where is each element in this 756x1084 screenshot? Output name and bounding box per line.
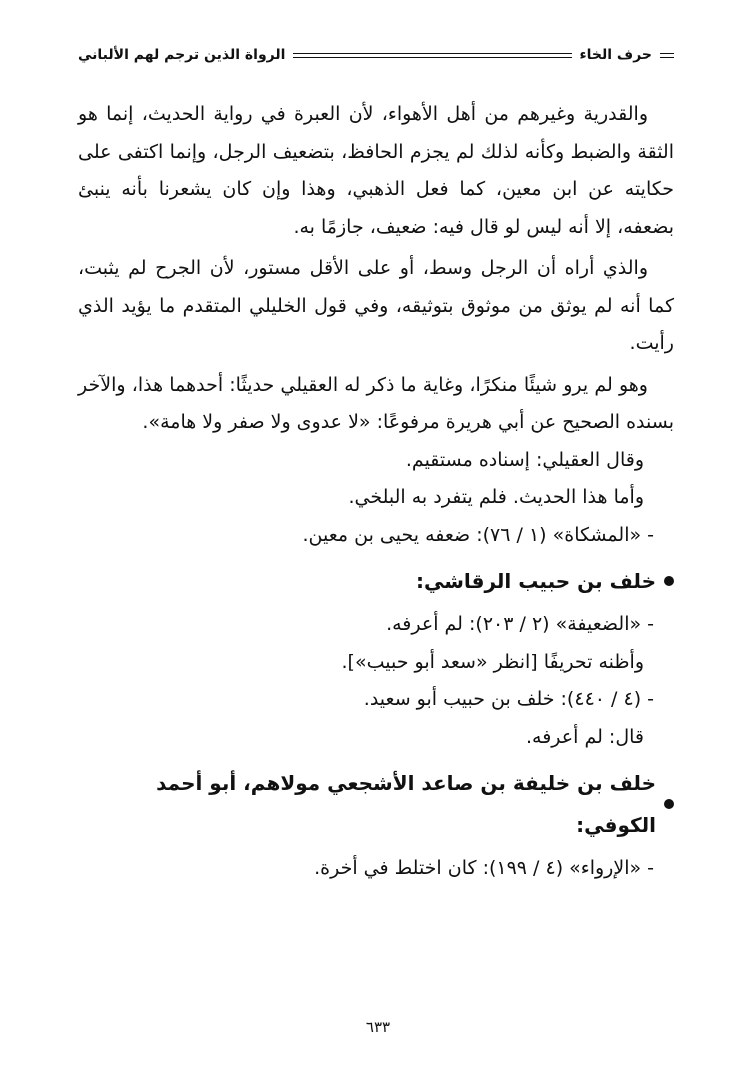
book-title: الرواة الذين ترجم لهم الألباني	[78, 47, 286, 63]
header-rule	[293, 53, 571, 58]
narrator-name: خلف بن حبيب الرقاشي:	[415, 569, 656, 593]
citation-line: - «المشكاة» (١ / ٧٦): ضعفه يحيى بن معين.	[302, 523, 654, 546]
chapter-title: حرف الخاء	[579, 47, 652, 63]
page-number: ٦٣٣	[365, 1018, 391, 1036]
narrator-entry-heading	[78, 762, 674, 846]
text-line: قال: لم أعرفه.	[526, 725, 644, 748]
paragraph: والقدرية وغيرهم من أهل الأهواء، لأن العبرة في رواية الحديث، إنما هو الثقة والضبط وكأنه لذلك لم يجزم الحافظ، بتضعيف الرجل، وإنما اكتفى على حكايته عن ابن معين، كما فعل الذهبي، وهذا وإن كان يشعرنا بأنه ينبئ بضعفه، إلا أنه ليس لو قال فيه: ضعيف، جازمًا به.	[78, 103, 674, 238]
citation-line: - «الضعيفة» (٢ / ٢٠٣): لم أعرفه.	[386, 613, 654, 635]
paragraph: وهو لم يرو شيئًا منكرًا، وغاية ما ذكر له العقيلي حديثًا: أحدهما هذا، والآخر بسنده الصحيح عن أبي هريرة مرفوعًا: «لا عدوى ولا صفر ولا هامة».	[78, 373, 674, 433]
citation-line: - (٤ / ٤٤٠): خلف بن حبيب أبو سعيد.	[363, 688, 654, 710]
narrator-entry-heading	[78, 560, 674, 602]
page-body	[78, 96, 674, 888]
citation-line: - «الإرواء» (٤ / ١٩٩): كان اختلط في أخرة.	[314, 857, 654, 879]
text-line: وأظنه تحريفًا [انظر «سعد أبو حبيب»].	[341, 650, 644, 673]
bullet-icon	[664, 799, 674, 809]
text-line: وأما هذا الحديث. فلم يتفرد به البلخي.	[348, 486, 644, 508]
paragraph: والذي أراه أن الرجل وسط، أو على الأقل مستور، لأن الجرح لم يثبت، كما أنه لم يوثق من موثوق بتوثيقه، وفي قول الخليلي المتقدم ما يؤيد الذي رأيت.	[78, 257, 674, 354]
text-line: وقال العقيلي: إسناده مستقيم.	[405, 448, 644, 471]
header-ornament	[660, 53, 674, 58]
bullet-icon	[664, 576, 674, 586]
running-header	[78, 44, 674, 66]
narrator-name: خلف بن خليفة بن صاعد الأشجعي مولاهم، أبو أحمد الكوفي:	[156, 771, 656, 837]
